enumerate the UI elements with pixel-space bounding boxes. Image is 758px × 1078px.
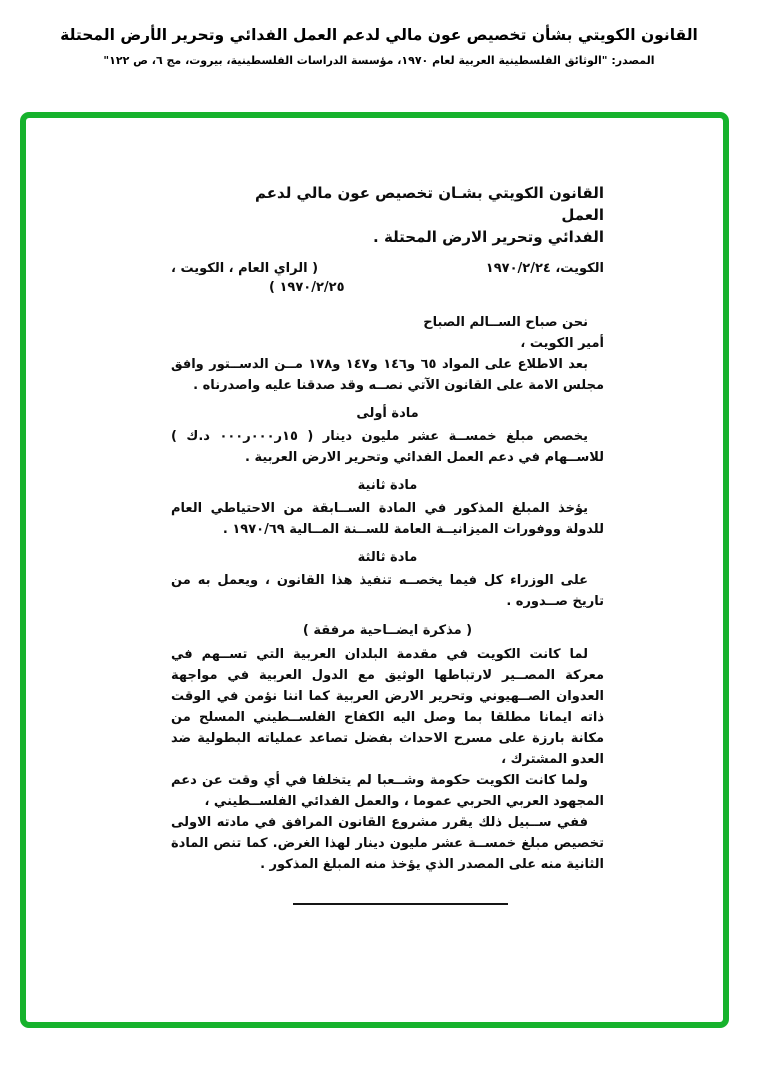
document-title-line2: الفدائي وتحرير الارض المحتلة . <box>373 228 604 246</box>
dateline-newspaper: ( الراي العام ، الكويت ، <box>171 261 319 276</box>
dateline-publication-date: ١٩٧٠/٢/٢٥ ) <box>269 280 345 295</box>
memo-paragraph-2: ولما كانت الكويت حكومة وشــعبا لم يتخلفا في أي وقت عن دعم المجهود العربي الحربي عموما ، والعمل الفدائي الفلســطيني ، <box>171 773 604 809</box>
preamble-ruler-name: نحن صباح الســالم الصباح <box>423 315 588 330</box>
dateline-place-date: الكويت، ١٩٧٠/٢/٢٤ <box>485 261 604 276</box>
article-3-text: على الوزراء كل فيما يخصــه تنفيذ هذا القانون ، ويعمل به من تاريخ صــدوره . <box>171 573 604 609</box>
page-title: القانون الكويتي بشأن تخصيص عون مالي لدعم العمل الفدائي وتحرير الأرض المحتلة <box>60 26 698 44</box>
document-title <box>226 182 604 248</box>
preamble-enactment: بعد الاطلاع على المواد ٦٥ و١٤٦ و١٤٧ و١٧٨ مــن الدســتور وافق مجلس الامة على القانون الآتي نصــه وقد صدقنا عليه واصدرناه . <box>171 357 604 393</box>
preamble-ruler-title: أمير الكويت ، <box>520 336 604 351</box>
end-of-document-rule <box>293 903 508 905</box>
page-header <box>0 0 758 67</box>
article-1-text: يخصص مبلغ خمســة عشر مليون دينار ( ١٥ر٠٠٠ر٠٠٠ د.ك ) للاســهام في دعم العمل الفدائي وتحرير الارض العربية . <box>171 429 604 465</box>
memo-paragraph-1: لما كانت الكويت في مقدمة البلدان العربية التي تســهم في معركة المصــير لارتباطها الوثيق مع الدول العربية في مواجهة العدوان الصــهيوني وتحرير الارض العربية كما اننا نؤمن في الوقت ذاته ايمانا مطلقا بما وصل اليه الكفاح الفلســطيني المسلح من مكانة بارزة على مسرح الاحداث بفضل تصاعد عملياته البطولية ضد العدو المشترك ، <box>171 647 604 767</box>
article-2-text: يؤخذ المبلغ المذكور في المادة الســابقة من الاحتياطي العام للدولة ووفورات الميزانيــة العامة للســنة المــالية ١٩٧٠/٦٩ . <box>171 501 604 537</box>
article-2-heading: مادة ثانية <box>357 478 418 493</box>
article-1-heading: مادة أولى <box>356 406 419 421</box>
memo-paragraph-3: ففي ســبيل ذلك يقرر مشروع القانون المرافق في مادته الاولى تخصيص مبلغ خمســة عشر مليون دينار لهذا الغرض. كما تنص المادة الثانية منه على المصدر الذي يؤخذ منه المبلغ المذكور . <box>171 815 604 872</box>
source-citation: المصدر: "الوثائق الفلسطينية العربية لعام ١٩٧٠، مؤسسة الدراسات الفلسطينية، بيروت، مج ٦، ص ١٢٢" <box>103 54 655 67</box>
scanned-document <box>171 182 604 905</box>
document-highlight-box <box>20 112 729 1028</box>
explanatory-memo-heading: ( مذكرة ايضــاحية مرفقة ) <box>302 623 473 638</box>
document-title-line1: القانون الكويتي بشـان تخصيص عون مالي لدعم العمل <box>255 184 604 224</box>
dateline <box>171 261 604 276</box>
article-3-heading: مادة ثالثة <box>357 550 418 565</box>
